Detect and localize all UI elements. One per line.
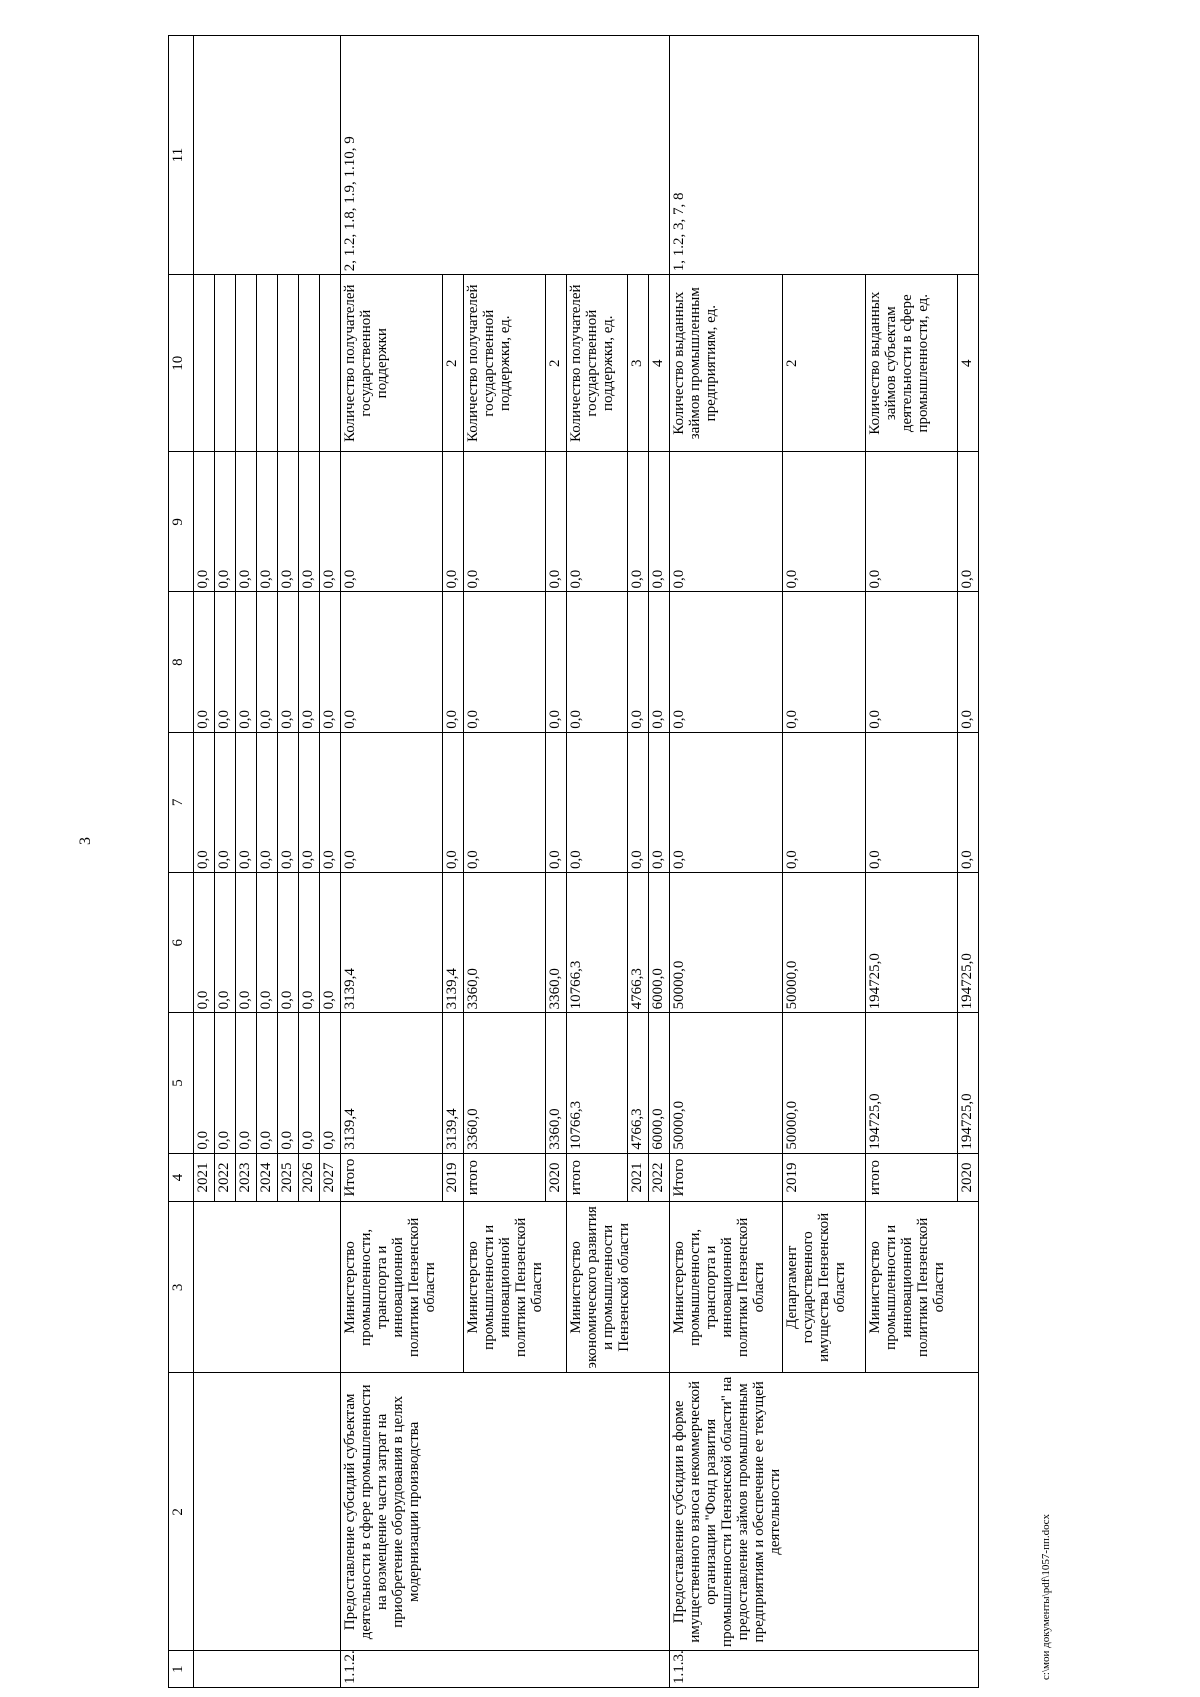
year-cell: 2020 xyxy=(958,1153,979,1202)
value-cell: 0,0 xyxy=(464,732,546,872)
indicator-cell: 2 xyxy=(783,275,866,452)
indicator-cell: Количество выданных займов субъектам деятельности в сфере промышленности, ед. xyxy=(866,275,958,452)
indicator-cell: Количество выданных займов промышленным предприятиям, ед. xyxy=(670,275,783,452)
value-cell: 0,0 xyxy=(567,732,628,872)
value-cell: 0,0 xyxy=(299,1013,320,1153)
item-name: Предоставление субсидии в форме имущественного взноса некоммерческой организации "Фонд развития промышленности Пензенской области" на предоставление займов промышленным предприятиям и обеспечение ее текущей деятельности xyxy=(670,1373,979,1651)
value-cell: 0,0 xyxy=(546,452,567,592)
footer-file-path: c:\мои документы\pdf\1057-пп.docx xyxy=(1040,1513,1052,1680)
year-cell: 2022 xyxy=(649,1153,670,1202)
empty-cell xyxy=(257,275,278,452)
value-cell: 0,0 xyxy=(443,592,464,732)
year-cell: 2023 xyxy=(236,1153,257,1202)
col-header: 7 xyxy=(169,732,194,872)
value-cell: 0,0 xyxy=(783,732,866,872)
value-cell: 0,0 xyxy=(194,452,215,592)
value-cell: 0,0 xyxy=(341,452,443,592)
value-cell: 0,0 xyxy=(278,452,299,592)
value-cell: 0,0 xyxy=(257,732,278,872)
value-cell: 0,0 xyxy=(628,592,649,732)
budget-table-sheet xyxy=(168,35,1058,1688)
year-cell: Итого xyxy=(341,1153,443,1202)
value-cell: 3360,0 xyxy=(464,873,546,1013)
value-cell: 0,0 xyxy=(257,873,278,1013)
col-header: 2 xyxy=(169,1373,194,1651)
value-cell: 0,0 xyxy=(567,452,628,592)
value-cell: 0,0 xyxy=(546,732,567,872)
value-cell: 50000,0 xyxy=(670,873,783,1013)
table-row xyxy=(194,36,215,1688)
value-cell: 0,0 xyxy=(257,1013,278,1153)
year-cell: итого xyxy=(567,1153,628,1202)
col-header: 11 xyxy=(169,36,194,275)
value-cell: 3360,0 xyxy=(464,1013,546,1153)
value-cell: 0,0 xyxy=(783,592,866,732)
value-cell: 0,0 xyxy=(866,452,958,592)
executor-cell: Министерство промышленности и инновационной политики Пензенской области xyxy=(866,1202,979,1373)
value-cell: 0,0 xyxy=(194,732,215,872)
executor-cell: Министерство промышленности, транспорта и инновационной политики Пензенской области xyxy=(670,1202,783,1373)
item-number: 1.1.3. xyxy=(670,1651,979,1688)
value-cell: 194725,0 xyxy=(958,873,979,1013)
year-cell: 2027 xyxy=(320,1153,341,1202)
value-cell: 194725,0 xyxy=(866,873,958,1013)
value-cell: 0,0 xyxy=(299,732,320,872)
year-cell: итого xyxy=(464,1153,546,1202)
empty-cell xyxy=(215,275,236,452)
value-cell: 0,0 xyxy=(464,592,546,732)
value-cell: 194725,0 xyxy=(958,1013,979,1153)
empty-cell xyxy=(194,36,341,275)
empty-cell xyxy=(320,275,341,452)
col-header: 6 xyxy=(169,873,194,1013)
year-cell: 2019 xyxy=(783,1153,866,1202)
table-row xyxy=(670,36,783,1688)
empty-cell xyxy=(194,1651,341,1688)
value-cell: 50000,0 xyxy=(783,873,866,1013)
value-cell: 0,0 xyxy=(299,592,320,732)
value-cell: 0,0 xyxy=(215,452,236,592)
value-cell: 0,0 xyxy=(236,732,257,872)
col-header: 4 xyxy=(169,1153,194,1202)
col-header: 5 xyxy=(169,1013,194,1153)
value-cell: 0,0 xyxy=(866,592,958,732)
col-header: 10 xyxy=(169,275,194,452)
value-cell: 0,0 xyxy=(236,1013,257,1153)
executor-cell: Департамент государственного имущества Пензенской области xyxy=(783,1202,866,1373)
value-cell: 0,0 xyxy=(670,592,783,732)
col-header: 3 xyxy=(169,1202,194,1373)
value-cell: 0,0 xyxy=(278,1013,299,1153)
empty-cell xyxy=(299,275,320,452)
value-cell: 0,0 xyxy=(958,592,979,732)
value-cell: 0,0 xyxy=(320,452,341,592)
empty-cell xyxy=(278,275,299,452)
year-cell: 2024 xyxy=(257,1153,278,1202)
indicator-cell: 4 xyxy=(958,275,979,452)
refs-cell: 1, 1.2, 3, 7, 8 xyxy=(670,36,979,275)
value-cell: 0,0 xyxy=(649,732,670,872)
year-cell: 2025 xyxy=(278,1153,299,1202)
value-cell: 0,0 xyxy=(194,873,215,1013)
item-name: Предоставление субсидий субъектам деятельности в сфере промышленности на возмещение части затрат на приобретение оборудования в целях модернизации производства xyxy=(341,1373,670,1651)
value-cell: 0,0 xyxy=(443,452,464,592)
value-cell: 0,0 xyxy=(236,592,257,732)
page-number: 3 xyxy=(77,837,94,845)
value-cell: 0,0 xyxy=(958,452,979,592)
value-cell: 0,0 xyxy=(215,1013,236,1153)
col-header: 1 xyxy=(169,1651,194,1688)
value-cell: 3139,4 xyxy=(341,1013,443,1153)
year-cell: 2022 xyxy=(215,1153,236,1202)
value-cell: 0,0 xyxy=(341,732,443,872)
indicator-cell: Количество получателей государственной поддержки xyxy=(341,275,443,452)
value-cell: 0,0 xyxy=(257,452,278,592)
value-cell: 6000,0 xyxy=(649,873,670,1013)
value-cell: 0,0 xyxy=(341,592,443,732)
value-cell: 194725,0 xyxy=(866,1013,958,1153)
value-cell: 3139,4 xyxy=(443,873,464,1013)
value-cell: 0,0 xyxy=(299,873,320,1013)
table-row xyxy=(341,36,443,1688)
indicator-cell: 4 xyxy=(649,275,670,452)
value-cell: 0,0 xyxy=(628,452,649,592)
value-cell: 0,0 xyxy=(194,1013,215,1153)
value-cell: 0,0 xyxy=(649,452,670,592)
indicator-cell: 3 xyxy=(628,275,649,452)
empty-cell xyxy=(236,275,257,452)
value-cell: 10766,3 xyxy=(567,1013,628,1153)
value-cell: 0,0 xyxy=(670,732,783,872)
value-cell: 0,0 xyxy=(278,873,299,1013)
year-cell: 2019 xyxy=(443,1153,464,1202)
item-number: 1.1.2. xyxy=(341,1651,670,1688)
value-cell: 0,0 xyxy=(278,592,299,732)
year-cell: итого xyxy=(866,1153,958,1202)
value-cell: 0,0 xyxy=(443,732,464,872)
value-cell: 0,0 xyxy=(783,452,866,592)
value-cell: 0,0 xyxy=(628,732,649,872)
value-cell: 0,0 xyxy=(320,1013,341,1153)
empty-cell xyxy=(194,275,215,452)
col-header: 9 xyxy=(169,452,194,592)
value-cell: 0,0 xyxy=(278,732,299,872)
value-cell: 3360,0 xyxy=(546,1013,567,1153)
value-cell: 4766,3 xyxy=(628,873,649,1013)
value-cell: 0,0 xyxy=(299,452,320,592)
value-cell: 0,0 xyxy=(320,873,341,1013)
value-cell: 0,0 xyxy=(670,452,783,592)
budget-table xyxy=(168,35,979,1688)
executor-cell: Министерство экономического развития и промышленности Пензенской области xyxy=(567,1202,670,1373)
indicator-cell: 2 xyxy=(443,275,464,452)
value-cell: 0,0 xyxy=(546,592,567,732)
value-cell: 50000,0 xyxy=(670,1013,783,1153)
executor-cell: Министерство промышленности и инновационной политики Пензенской области xyxy=(464,1202,567,1373)
year-cell: 2021 xyxy=(628,1153,649,1202)
value-cell: 0,0 xyxy=(257,592,278,732)
executor-cell: Министерство промышленности, транспорта и инновационной политики Пензенской области xyxy=(341,1202,464,1373)
value-cell: 0,0 xyxy=(236,873,257,1013)
value-cell: 0,0 xyxy=(320,732,341,872)
empty-cell xyxy=(194,1202,341,1373)
value-cell: 6000,0 xyxy=(649,1013,670,1153)
empty-cell xyxy=(194,1373,341,1651)
value-cell: 0,0 xyxy=(215,873,236,1013)
indicator-cell: Количество получателей государственной поддержки, ед. xyxy=(567,275,628,452)
value-cell: 10766,3 xyxy=(567,873,628,1013)
value-cell: 0,0 xyxy=(567,592,628,732)
value-cell: 0,0 xyxy=(194,592,215,732)
year-cell: 2020 xyxy=(546,1153,567,1202)
year-cell: 2026 xyxy=(299,1153,320,1202)
value-cell: 0,0 xyxy=(649,592,670,732)
value-cell: 50000,0 xyxy=(783,1013,866,1153)
value-cell: 0,0 xyxy=(215,592,236,732)
header-row xyxy=(169,36,194,1688)
indicator-cell: 2 xyxy=(546,275,567,452)
value-cell: 0,0 xyxy=(958,732,979,872)
indicator-cell: Количество получателей государственной поддержки, ед. xyxy=(464,275,546,452)
refs-cell: 2, 1.2, 1.8, 1.9, 1.10, 9 xyxy=(341,36,670,275)
year-cell: Итого xyxy=(670,1153,783,1202)
year-cell: 2021 xyxy=(194,1153,215,1202)
value-cell: 0,0 xyxy=(215,732,236,872)
value-cell: 0,0 xyxy=(866,732,958,872)
value-cell: 0,0 xyxy=(320,592,341,732)
value-cell: 3360,0 xyxy=(546,873,567,1013)
value-cell: 3139,4 xyxy=(443,1013,464,1153)
value-cell: 3139,4 xyxy=(341,873,443,1013)
col-header: 8 xyxy=(169,592,194,732)
value-cell: 4766,3 xyxy=(628,1013,649,1153)
value-cell: 0,0 xyxy=(236,452,257,592)
value-cell: 0,0 xyxy=(464,452,546,592)
